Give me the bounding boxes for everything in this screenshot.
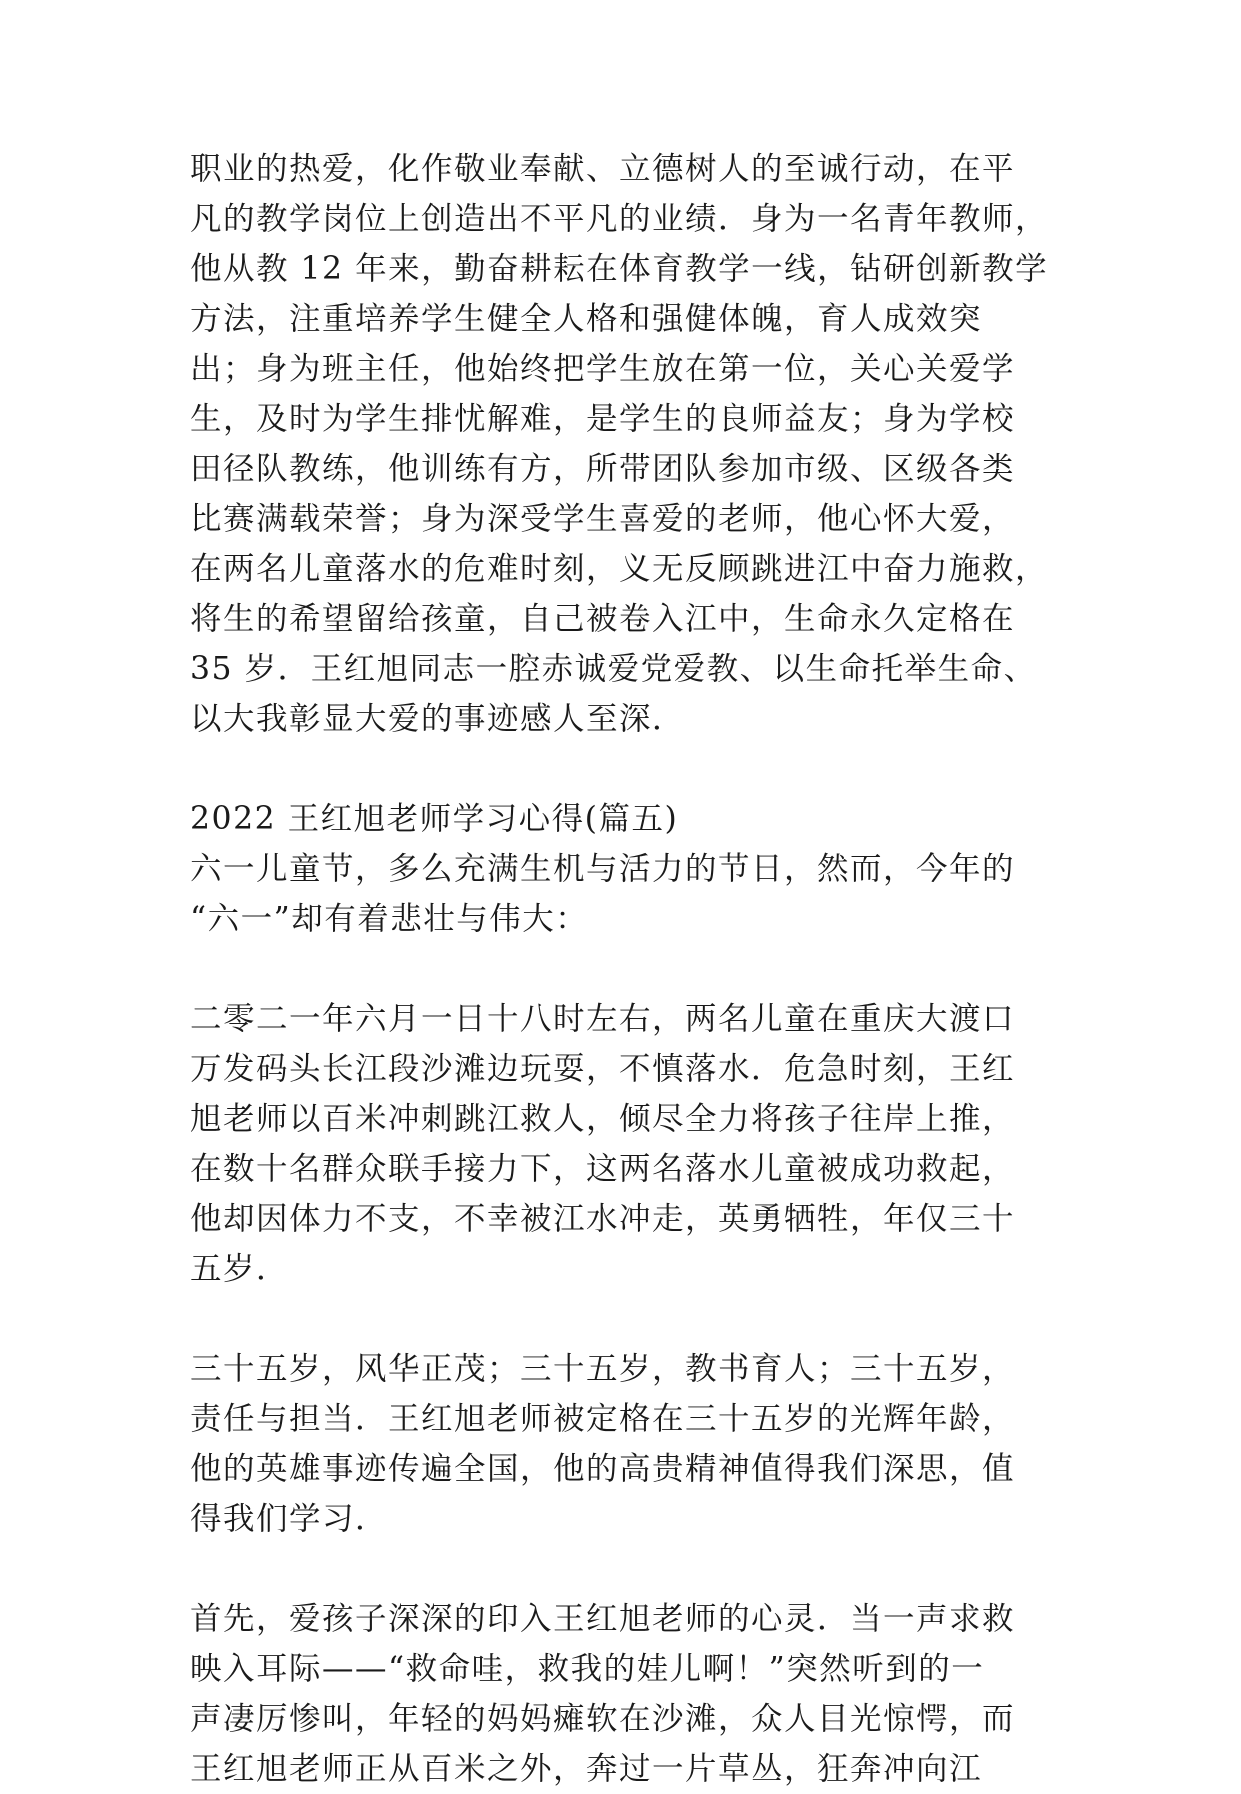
text-line: 他却因体力不支，不幸被江水冲走，英勇牺牲，年仅三十 [190, 1201, 1016, 1237]
text-line: 万发码头长江段沙滩边玩耍，不慎落水．危急时刻，王红 [190, 1051, 1016, 1087]
text-line: 田径队教练，他训练有方，所带团队参加市级、区级各类 [190, 451, 1016, 487]
document-body [190, 144, 1060, 1794]
paragraph-love-children [190, 1594, 1060, 1794]
text-line: “六一”却有着悲壮与伟大： [190, 901, 589, 937]
text-line: 旭老师以百米冲刺跳江救人，倾尽全力将孩子往岸上推， [190, 1101, 1016, 1137]
text-line: 以大我彰显大爱的事迹感人至深． [190, 701, 686, 737]
text-line: 在数十名群众联手接力下，这两名落水儿童被成功救起， [190, 1151, 1016, 1187]
paragraph-rescue-event [190, 994, 1060, 1294]
text-line: 比赛满载荣誉；身为深受学生喜爱的老师，他心怀大爱， [190, 501, 1016, 537]
paragraph-gap [190, 1544, 1060, 1594]
paragraph-gap [190, 944, 1060, 994]
text-line: 二零二一年六月一日十八时左右，两名儿童在重庆大渡口 [190, 1001, 1016, 1037]
text-line: 六一儿童节，多么充满生机与活力的节日，然而，今年的 [190, 851, 1016, 887]
text-line: 方法，注重培养学生健全人格和强健体魄，育人成效突 [190, 301, 983, 337]
text-line: 首先，爱孩子深深的印入王红旭老师的心灵．当一声求救 [190, 1601, 1016, 1637]
text-line: 出；身为班主任，他始终把学生放在第一位，关心关爱学 [190, 351, 1016, 387]
text-line: 35 岁．王红旭同志一腔赤诚爱党爱教、以生命托举生命、 [190, 651, 1037, 687]
text-line: 他从教 12 年来，勤奋耕耘在体育教学一线，钻研创新教学 [190, 251, 1049, 287]
text-line: 凡的教学岗位上创造出不平凡的业绩．身为一名青年教师， [190, 201, 1049, 237]
text-line: 王红旭老师正从百米之外，奔过一片草丛，狂奔冲向江 [190, 1751, 983, 1787]
section-heading: 2022 王红旭老师学习心得(篇五) [190, 801, 679, 837]
text-line: 映入耳际——“救命哇，救我的娃儿啊！”突然听到的一 [190, 1651, 985, 1687]
paragraph-continued-biography [190, 144, 1060, 744]
text-line: 他的英雄事迹传遍全国，他的高贵精神值得我们深思，值 [190, 1451, 1016, 1487]
paragraph-childrens-day [190, 844, 1060, 944]
paragraph-gap [190, 1294, 1060, 1344]
text-line: 责任与担当．王红旭老师被定格在三十五岁的光辉年龄， [190, 1401, 1016, 1437]
text-line: 得我们学习． [190, 1501, 389, 1537]
text-line: 五岁． [190, 1251, 290, 1287]
paragraph-gap [190, 744, 1060, 794]
paragraph-thirty-five [190, 1344, 1060, 1544]
text-line: 生，及时为学生排忧解难，是学生的良师益友；身为学校 [190, 401, 1016, 437]
text-line: 在两名儿童落水的危难时刻，义无反顾跳进江中奋力施救， [190, 551, 1049, 587]
text-line: 职业的热爱，化作敬业奉献、立德树人的至诚行动，在平 [190, 151, 1016, 187]
text-line: 声凄厉惨叫，年轻的妈妈瘫软在沙滩，众人目光惊愕，而 [190, 1701, 1016, 1737]
text-line: 将生的希望留给孩童，自己被卷入江中，生命永久定格在 [190, 601, 1016, 637]
text-line: 三十五岁，风华正茂；三十五岁，教书育人；三十五岁， [190, 1351, 1016, 1387]
